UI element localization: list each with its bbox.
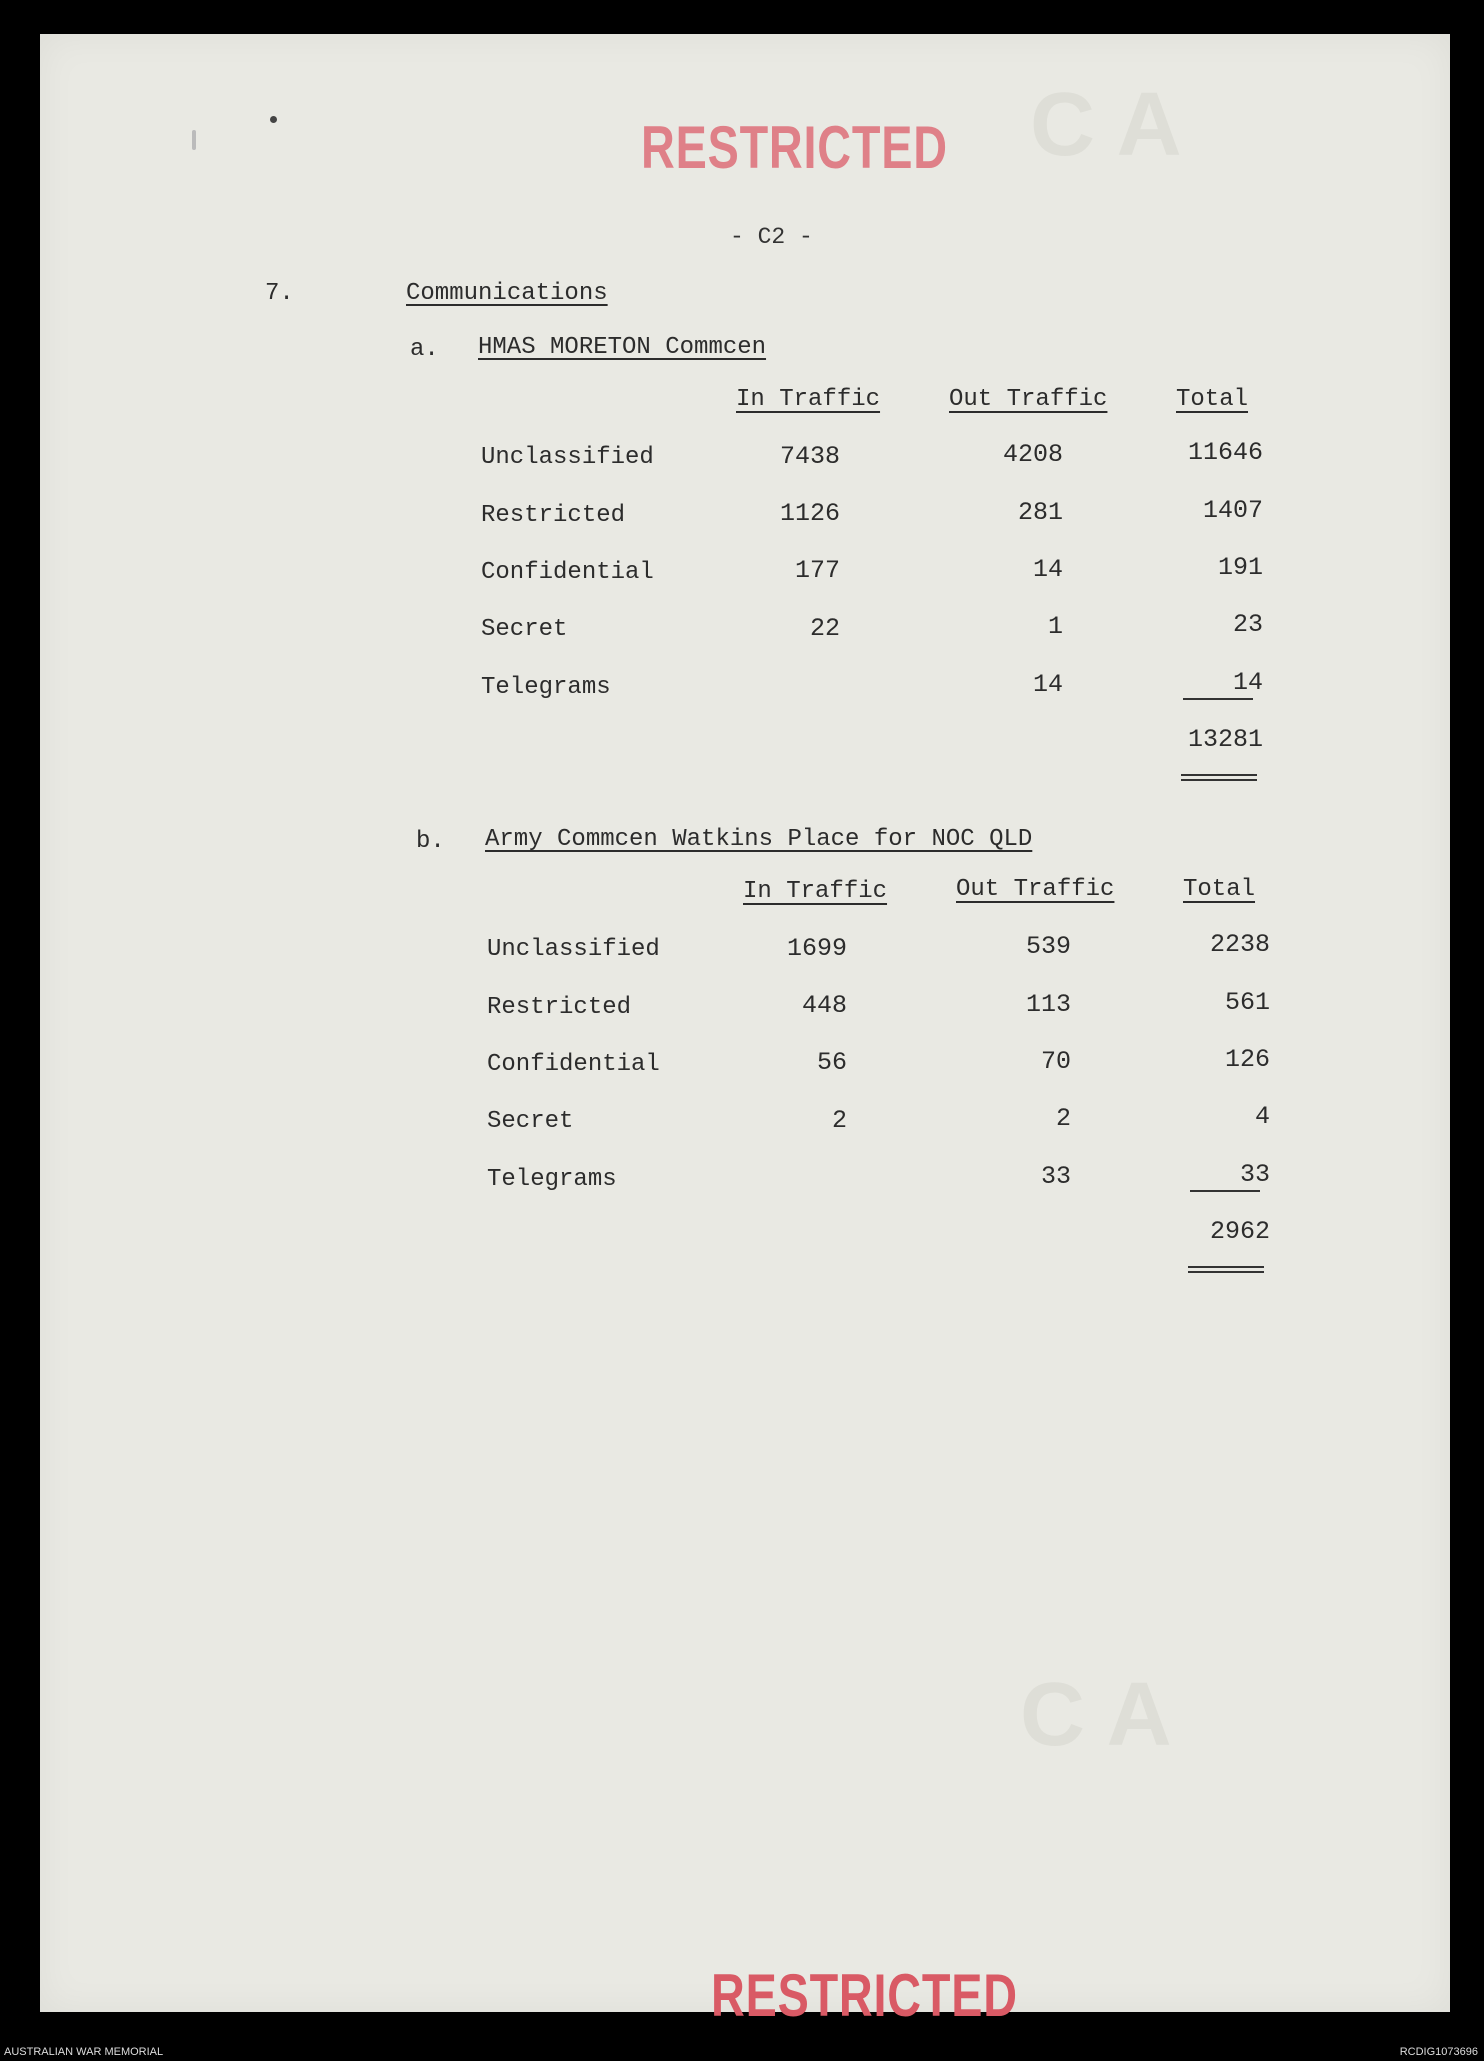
subsection-title-b: Army Commcen Watkins Place for NOC QLD (485, 826, 1033, 853)
row-label: Secret (487, 1108, 574, 1135)
cell-total: 4 (1254, 1102, 1270, 1131)
watermark-top: C A (1030, 75, 1182, 175)
subsection-letter-a: a. (410, 336, 439, 363)
cell-out: 539 (1025, 932, 1071, 961)
cell-out: 14 (1032, 555, 1063, 584)
section-number: 7. (265, 280, 294, 307)
row-label: Unclassified (481, 444, 654, 471)
page-number: - C2 - (730, 224, 813, 250)
cell-total: 23 (1232, 610, 1263, 639)
cell-out: 33 (1040, 1162, 1071, 1191)
cell-out: 70 (1040, 1047, 1071, 1076)
cell-in: 1126 (779, 499, 840, 528)
cell-total: 2238 (1209, 930, 1270, 959)
row-label: Secret (481, 616, 568, 643)
cell-out: 1 (1047, 612, 1063, 641)
grand-total-a: 13281 (1187, 725, 1263, 754)
section-title: Communications (406, 280, 608, 307)
header-in-traffic-a: In Traffic (736, 386, 881, 413)
cell-in: 2 (831, 1106, 847, 1135)
punch-mark (270, 116, 277, 123)
subtotal-rule (1183, 698, 1253, 700)
cell-total: 561 (1224, 988, 1270, 1017)
cell-in: 7438 (779, 442, 840, 471)
header-out-traffic-a: Out Traffic (949, 386, 1108, 413)
row-label: Confidential (481, 559, 654, 586)
cell-in: 448 (801, 991, 847, 1020)
row-label: Telegrams (487, 1166, 617, 1193)
restricted-stamp-top: RESTRICTED (641, 114, 948, 181)
cell-total: 191 (1217, 553, 1263, 582)
cell-total: 33 (1239, 1160, 1270, 1189)
cell-out: 281 (1017, 498, 1063, 527)
row-label: Unclassified (487, 936, 660, 963)
row-label: Restricted (487, 994, 632, 1021)
cell-out: 113 (1025, 990, 1071, 1019)
document-page (40, 34, 1450, 2029)
row-label: Confidential (487, 1051, 660, 1078)
header-out-traffic-b: Out Traffic (956, 876, 1115, 903)
cell-out: 14 (1032, 670, 1063, 699)
grand-total-b: 2962 (1209, 1217, 1270, 1246)
footer-item-id: RCDIG1073696 (1399, 2046, 1478, 2058)
cell-in: 22 (809, 614, 840, 643)
header-in-traffic-b: In Traffic (743, 878, 888, 905)
cell-total: 14 (1232, 668, 1263, 697)
grand-total-double-rule (1188, 1266, 1264, 1273)
subtotal-rule (1190, 1190, 1260, 1192)
subsection-letter-b: b. (416, 828, 445, 855)
cell-in: 1699 (786, 934, 847, 963)
header-total-b: Total (1183, 876, 1256, 903)
punch-mark (192, 130, 196, 150)
grand-total-double-rule (1181, 774, 1257, 781)
cell-total: 11646 (1187, 438, 1263, 467)
row-label: Telegrams (481, 674, 611, 701)
restricted-stamp-bottom: RESTRICTED (711, 1962, 1018, 2029)
cell-out: 4208 (1002, 440, 1063, 469)
cell-total: 1407 (1202, 496, 1263, 525)
footer-archive-name: AUSTRALIAN WAR MEMORIAL (4, 2046, 164, 2058)
row-label: Restricted (481, 502, 626, 529)
cell-total: 126 (1224, 1045, 1270, 1074)
header-total-a: Total (1176, 386, 1249, 413)
subsection-title-a: HMAS MORETON Commcen (478, 334, 767, 361)
cell-out: 2 (1055, 1104, 1071, 1133)
cell-in: 177 (794, 556, 840, 585)
watermark-bottom: C A (1020, 1665, 1172, 1765)
cell-in: 56 (816, 1048, 847, 1077)
